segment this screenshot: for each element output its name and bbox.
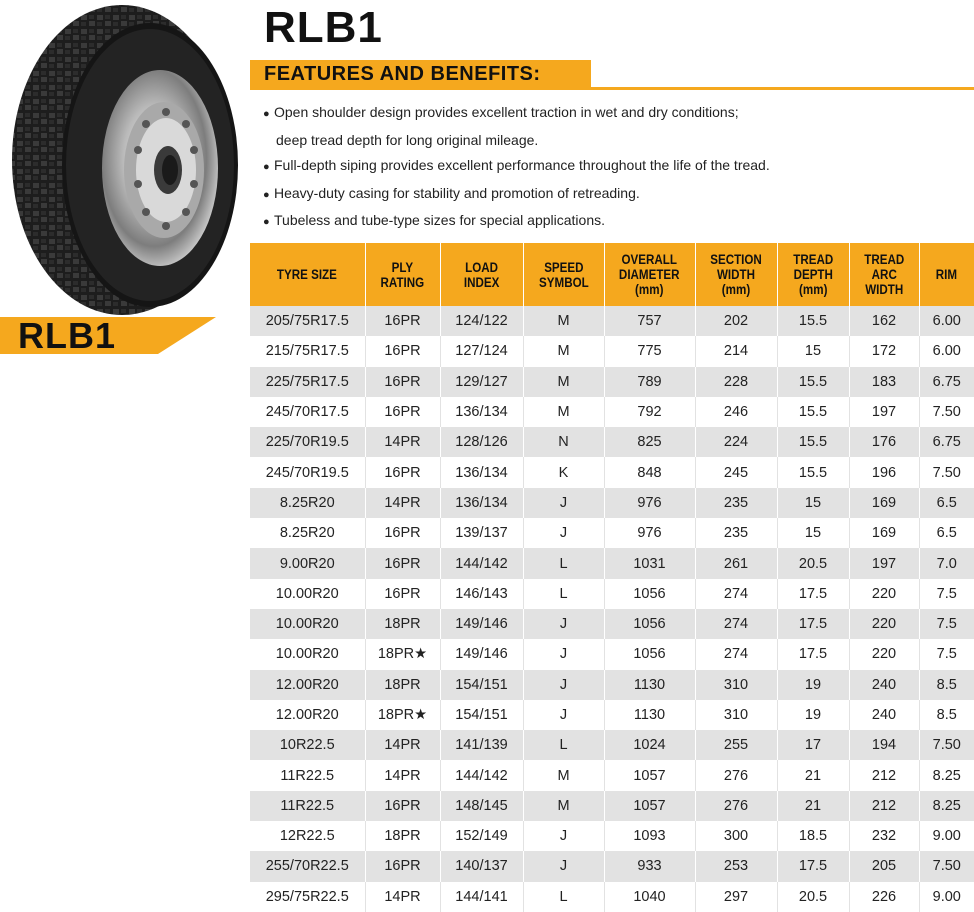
cell-tread-arc-width: 194 (849, 730, 919, 760)
cell-tyre-size: 215/75R17.5 (250, 336, 365, 366)
cell-overall-diameter: 848 (604, 457, 695, 487)
cell-speed-symbol: N (523, 427, 604, 457)
cell-ply-rating: 16PR (365, 306, 440, 336)
cell-tread-arc-width: 240 (849, 700, 919, 730)
cell-overall-diameter: 1040 (604, 882, 695, 912)
cell-ply-rating: 16PR (365, 397, 440, 427)
cell-tread-depth: 15.5 (777, 397, 849, 427)
cell-ply-rating: 14PR (365, 760, 440, 790)
cell-ply-rating: 18PR (365, 609, 440, 639)
cell-tyre-size: 225/75R17.5 (250, 367, 365, 397)
cell-tread-depth: 17.5 (777, 639, 849, 669)
cell-tread-arc-width: 169 (849, 488, 919, 518)
cell-ply-rating: 16PR (365, 851, 440, 881)
cell-tread-arc-width: 220 (849, 639, 919, 669)
cell-overall-diameter: 825 (604, 427, 695, 457)
feature-text: Tubeless and tube-type sizes for special applications. (274, 212, 605, 228)
cell-overall-diameter: 1093 (604, 821, 695, 851)
cell-section-width: 310 (695, 700, 777, 730)
column-header-overall-diameter (604, 243, 695, 306)
cell-tyre-size: 11R22.5 (250, 791, 365, 821)
cell-speed-symbol: J (523, 670, 604, 700)
features-heading-bar (250, 60, 974, 90)
cell-speed-symbol: J (523, 639, 604, 669)
cell-tread-arc-width: 197 (849, 548, 919, 578)
cell-ply-rating: 14PR (365, 427, 440, 457)
cell-load-index: 141/139 (440, 730, 523, 760)
table-row (250, 306, 974, 336)
column-header-text: SECTION (710, 252, 762, 267)
cell-section-width: 228 (695, 367, 777, 397)
column-header-text: (mm) (635, 282, 664, 297)
cell-overall-diameter: 757 (604, 306, 695, 336)
column-header-text: SYMBOL (538, 274, 589, 290)
cell-speed-symbol: J (523, 851, 604, 881)
cell-ply-rating: 16PR (365, 367, 440, 397)
table-row (250, 700, 974, 730)
column-header-text: SPEED (543, 259, 584, 275)
cell-rim: 6.75 (919, 427, 974, 457)
header-row (250, 243, 974, 306)
cell-load-index: 144/142 (440, 760, 523, 790)
cell-rim: 7.0 (919, 548, 974, 578)
cell-section-width: 276 (695, 760, 777, 790)
cell-tread-depth: 17.5 (777, 579, 849, 609)
cell-rim: 7.50 (919, 457, 974, 487)
cell-speed-symbol: L (523, 882, 604, 912)
feature-text: Open shoulder design provides excellent traction in wet and dry conditions; (274, 104, 739, 120)
cell-tyre-size: 205/75R17.5 (250, 306, 365, 336)
cell-rim: 8.25 (919, 791, 974, 821)
feature-item (263, 208, 963, 236)
cell-section-width: 253 (695, 851, 777, 881)
cell-load-index: 127/124 (440, 336, 523, 366)
table-row (250, 579, 974, 609)
cell-overall-diameter: 1024 (604, 730, 695, 760)
cell-ply-rating: 18PR★ (365, 639, 440, 669)
cell-tread-arc-width: 169 (849, 518, 919, 548)
cell-tread-depth: 15.5 (777, 457, 849, 487)
cell-overall-diameter: 1031 (604, 548, 695, 578)
cell-overall-diameter: 1057 (604, 791, 695, 821)
cell-rim: 7.50 (919, 397, 974, 427)
cell-tread-arc-width: 220 (849, 579, 919, 609)
table-row (250, 518, 974, 548)
cell-speed-symbol: L (523, 548, 604, 578)
cell-ply-rating: 18PR★ (365, 700, 440, 730)
column-header-text: DEPTH (793, 267, 833, 282)
cell-overall-diameter: 1057 (604, 760, 695, 790)
column-header-speed-symbol (523, 243, 604, 306)
feature-item-continuation (263, 128, 963, 154)
cell-tread-arc-width: 240 (849, 670, 919, 700)
cell-rim: 7.5 (919, 609, 974, 639)
cell-tyre-size: 12.00R20 (250, 700, 365, 730)
cell-tread-arc-width: 162 (849, 306, 919, 336)
bullet-icon: ● (263, 161, 270, 173)
table-row (250, 882, 974, 912)
cell-tyre-size: 245/70R17.5 (250, 397, 365, 427)
column-header-tread-depth (777, 243, 849, 306)
table-row (250, 639, 974, 669)
cell-tread-arc-width: 196 (849, 457, 919, 487)
cell-load-index: 140/137 (440, 851, 523, 881)
cell-section-width: 235 (695, 518, 777, 548)
column-header-text: OVERALL (621, 252, 678, 267)
cell-load-index: 139/137 (440, 518, 523, 548)
cell-load-index: 144/142 (440, 548, 523, 578)
cell-tread-depth: 15.5 (777, 306, 849, 336)
cell-tread-depth: 15 (777, 488, 849, 518)
cell-rim: 9.00 (919, 882, 974, 912)
cell-section-width: 274 (695, 579, 777, 609)
column-header-text: (mm) (798, 282, 828, 297)
cell-load-index: 154/151 (440, 670, 523, 700)
cell-ply-rating: 18PR (365, 821, 440, 851)
cell-speed-symbol: J (523, 609, 604, 639)
cell-tyre-size: 10R22.5 (250, 730, 365, 760)
cell-speed-symbol: M (523, 760, 604, 790)
table-row (250, 821, 974, 851)
table-row (250, 548, 974, 578)
cell-load-index: 149/146 (440, 639, 523, 669)
cell-tread-arc-width: 226 (849, 882, 919, 912)
column-header-text: DIAMETER (619, 267, 680, 282)
cell-rim: 8.5 (919, 700, 974, 730)
column-header-text: TYRE SIZE (277, 267, 338, 282)
cell-speed-symbol: L (523, 730, 604, 760)
cell-overall-diameter: 1056 (604, 609, 695, 639)
cell-section-width: 276 (695, 791, 777, 821)
cell-section-width: 297 (695, 882, 777, 912)
cell-tread-depth: 15.5 (777, 427, 849, 457)
cell-tyre-size: 11R22.5 (250, 760, 365, 790)
column-header-text: ARC (871, 267, 897, 282)
features-heading-rule (591, 87, 974, 90)
cell-tread-depth: 17 (777, 730, 849, 760)
cell-rim: 8.25 (919, 760, 974, 790)
cell-load-index: 146/143 (440, 579, 523, 609)
cell-tread-depth: 15.5 (777, 367, 849, 397)
cell-tyre-size: 10.00R20 (250, 579, 365, 609)
column-header-tyre-size (250, 243, 365, 306)
cell-load-index: 136/134 (440, 457, 523, 487)
cell-overall-diameter: 1130 (604, 700, 695, 730)
cell-ply-rating: 16PR (365, 548, 440, 578)
cell-tread-depth: 15 (777, 336, 849, 366)
cell-speed-symbol: L (523, 579, 604, 609)
column-header-text: WIDTH (716, 267, 756, 282)
column-header-text: RIM (936, 267, 958, 282)
cell-tread-arc-width: 197 (849, 397, 919, 427)
table-row (250, 397, 974, 427)
feature-text: Full-depth siping provides excellent performance throughout the life of the tread. (274, 157, 770, 173)
column-header-load-index (440, 243, 523, 306)
cell-tyre-size: 255/70R22.5 (250, 851, 365, 881)
table-row (250, 488, 974, 518)
cell-rim: 7.50 (919, 851, 974, 881)
cell-speed-symbol: K (523, 457, 604, 487)
cell-rim: 7.5 (919, 579, 974, 609)
cell-overall-diameter: 775 (604, 336, 695, 366)
column-header-ply-rating (365, 243, 440, 306)
cell-speed-symbol: M (523, 306, 604, 336)
cell-section-width: 235 (695, 488, 777, 518)
cell-section-width: 310 (695, 670, 777, 700)
model-badge-label: RLB1 (18, 315, 117, 356)
cell-speed-symbol: M (523, 336, 604, 366)
cell-overall-diameter: 1130 (604, 670, 695, 700)
column-header-rim (919, 243, 974, 306)
cell-tread-depth: 21 (777, 760, 849, 790)
cell-ply-rating: 18PR (365, 670, 440, 700)
cell-ply-rating: 16PR (365, 518, 440, 548)
cell-tread-arc-width: 212 (849, 791, 919, 821)
cell-tread-depth: 19 (777, 700, 849, 730)
column-header-text: WIDTH (864, 282, 904, 297)
feature-item (263, 153, 963, 181)
cell-load-index: 136/134 (440, 488, 523, 518)
cell-ply-rating: 16PR (365, 457, 440, 487)
model-badge (0, 317, 216, 354)
cell-tyre-size: 10.00R20 (250, 639, 365, 669)
cell-load-index: 149/146 (440, 609, 523, 639)
cell-load-index: 144/141 (440, 882, 523, 912)
cell-tread-depth: 21 (777, 791, 849, 821)
feature-list (263, 100, 963, 236)
table-row (250, 609, 974, 639)
cell-overall-diameter: 789 (604, 367, 695, 397)
column-header-text: INDEX (463, 274, 500, 290)
bullet-icon: ● (263, 188, 270, 201)
cell-overall-diameter: 933 (604, 851, 695, 881)
cell-rim: 6.5 (919, 518, 974, 548)
table-row (250, 851, 974, 881)
cell-tread-arc-width: 176 (849, 427, 919, 457)
cell-overall-diameter: 976 (604, 488, 695, 518)
table-row (250, 457, 974, 487)
cell-tread-depth: 17.5 (777, 851, 849, 881)
cell-ply-rating: 14PR (365, 882, 440, 912)
column-header-text: LOAD (465, 259, 498, 275)
cell-ply-rating: 14PR (365, 730, 440, 760)
cell-overall-diameter: 1056 (604, 639, 695, 669)
cell-load-index: 136/134 (440, 397, 523, 427)
cell-section-width: 255 (695, 730, 777, 760)
cell-tread-depth: 20.5 (777, 882, 849, 912)
cell-tread-depth: 17.5 (777, 609, 849, 639)
cell-load-index: 148/145 (440, 791, 523, 821)
cell-speed-symbol: J (523, 488, 604, 518)
table-row (250, 367, 974, 397)
cell-tyre-size: 295/75R22.5 (250, 882, 365, 912)
table-row (250, 791, 974, 821)
cell-section-width: 214 (695, 336, 777, 366)
cell-section-width: 261 (695, 548, 777, 578)
cell-load-index: 124/122 (440, 306, 523, 336)
column-header-text: TREAD (864, 252, 904, 267)
table-row (250, 427, 974, 457)
cell-tread-arc-width: 172 (849, 336, 919, 366)
cell-section-width: 274 (695, 609, 777, 639)
cell-overall-diameter: 976 (604, 518, 695, 548)
cell-load-index: 154/151 (440, 700, 523, 730)
cell-speed-symbol: M (523, 397, 604, 427)
cell-ply-rating: 14PR (365, 488, 440, 518)
cell-rim: 6.00 (919, 336, 974, 366)
table-row (250, 760, 974, 790)
cell-tyre-size: 245/70R19.5 (250, 457, 365, 487)
cell-section-width: 246 (695, 397, 777, 427)
cell-rim: 6.5 (919, 488, 974, 518)
cell-load-index: 128/126 (440, 427, 523, 457)
cell-overall-diameter: 1056 (604, 579, 695, 609)
cell-tread-depth: 15 (777, 518, 849, 548)
cell-section-width: 202 (695, 306, 777, 336)
cell-speed-symbol: J (523, 518, 604, 548)
cell-rim: 6.75 (919, 367, 974, 397)
cell-ply-rating: 16PR (365, 336, 440, 366)
specs-table-body (250, 306, 974, 912)
cell-tyre-size: 8.25R20 (250, 518, 365, 548)
tire-image (0, 0, 240, 320)
cell-tyre-size: 225/70R19.5 (250, 427, 365, 457)
bullet-icon: ● (263, 108, 270, 120)
column-header-tread-arc-width (849, 243, 919, 306)
table-row (250, 336, 974, 366)
cell-rim: 8.5 (919, 670, 974, 700)
features-heading: FEATURES AND BENEFITS: (264, 63, 541, 85)
cell-tread-arc-width: 220 (849, 609, 919, 639)
cell-tread-arc-width: 212 (849, 760, 919, 790)
cell-rim: 6.00 (919, 306, 974, 336)
cell-speed-symbol: J (523, 700, 604, 730)
cell-load-index: 129/127 (440, 367, 523, 397)
cell-speed-symbol: J (523, 821, 604, 851)
cell-rim: 7.5 (919, 639, 974, 669)
specs-table (250, 243, 974, 912)
cell-tread-depth: 18.5 (777, 821, 849, 851)
cell-section-width: 224 (695, 427, 777, 457)
cell-tread-arc-width: 232 (849, 821, 919, 851)
cell-speed-symbol: M (523, 367, 604, 397)
cell-ply-rating: 16PR (365, 791, 440, 821)
table-row (250, 730, 974, 760)
bullet-icon: ● (263, 216, 270, 228)
specs-table-header (250, 243, 974, 306)
cell-tyre-size: 9.00R20 (250, 548, 365, 578)
cell-speed-symbol: M (523, 791, 604, 821)
feature-text: Heavy-duty casing for stability and promotion of retreading. (274, 184, 640, 201)
column-header-text: PLY (391, 259, 414, 275)
cell-overall-diameter: 792 (604, 397, 695, 427)
cell-tyre-size: 8.25R20 (250, 488, 365, 518)
cell-rim: 9.00 (919, 821, 974, 851)
column-header-text: RATING (380, 274, 425, 290)
cell-section-width: 274 (695, 639, 777, 669)
cell-tyre-size: 12.00R20 (250, 670, 365, 700)
cell-tread-depth: 19 (777, 670, 849, 700)
column-header-text: TREAD (793, 252, 833, 267)
column-header-section-width (695, 243, 777, 306)
cell-rim: 7.50 (919, 730, 974, 760)
cell-tread-arc-width: 205 (849, 851, 919, 881)
cell-tyre-size: 12R22.5 (250, 821, 365, 851)
cell-tread-arc-width: 183 (849, 367, 919, 397)
feature-text: deep tread depth for long original mileage. (276, 131, 539, 148)
column-header-text: (mm) (721, 282, 751, 297)
feature-item (263, 181, 963, 209)
cell-tyre-size: 10.00R20 (250, 609, 365, 639)
cell-section-width: 300 (695, 821, 777, 851)
cell-tread-depth: 20.5 (777, 548, 849, 578)
cell-ply-rating: 16PR (365, 579, 440, 609)
cell-section-width: 245 (695, 457, 777, 487)
feature-item (263, 100, 963, 128)
cell-load-index: 152/149 (440, 821, 523, 851)
page-title: RLB1 (264, 3, 383, 52)
table-row (250, 670, 974, 700)
